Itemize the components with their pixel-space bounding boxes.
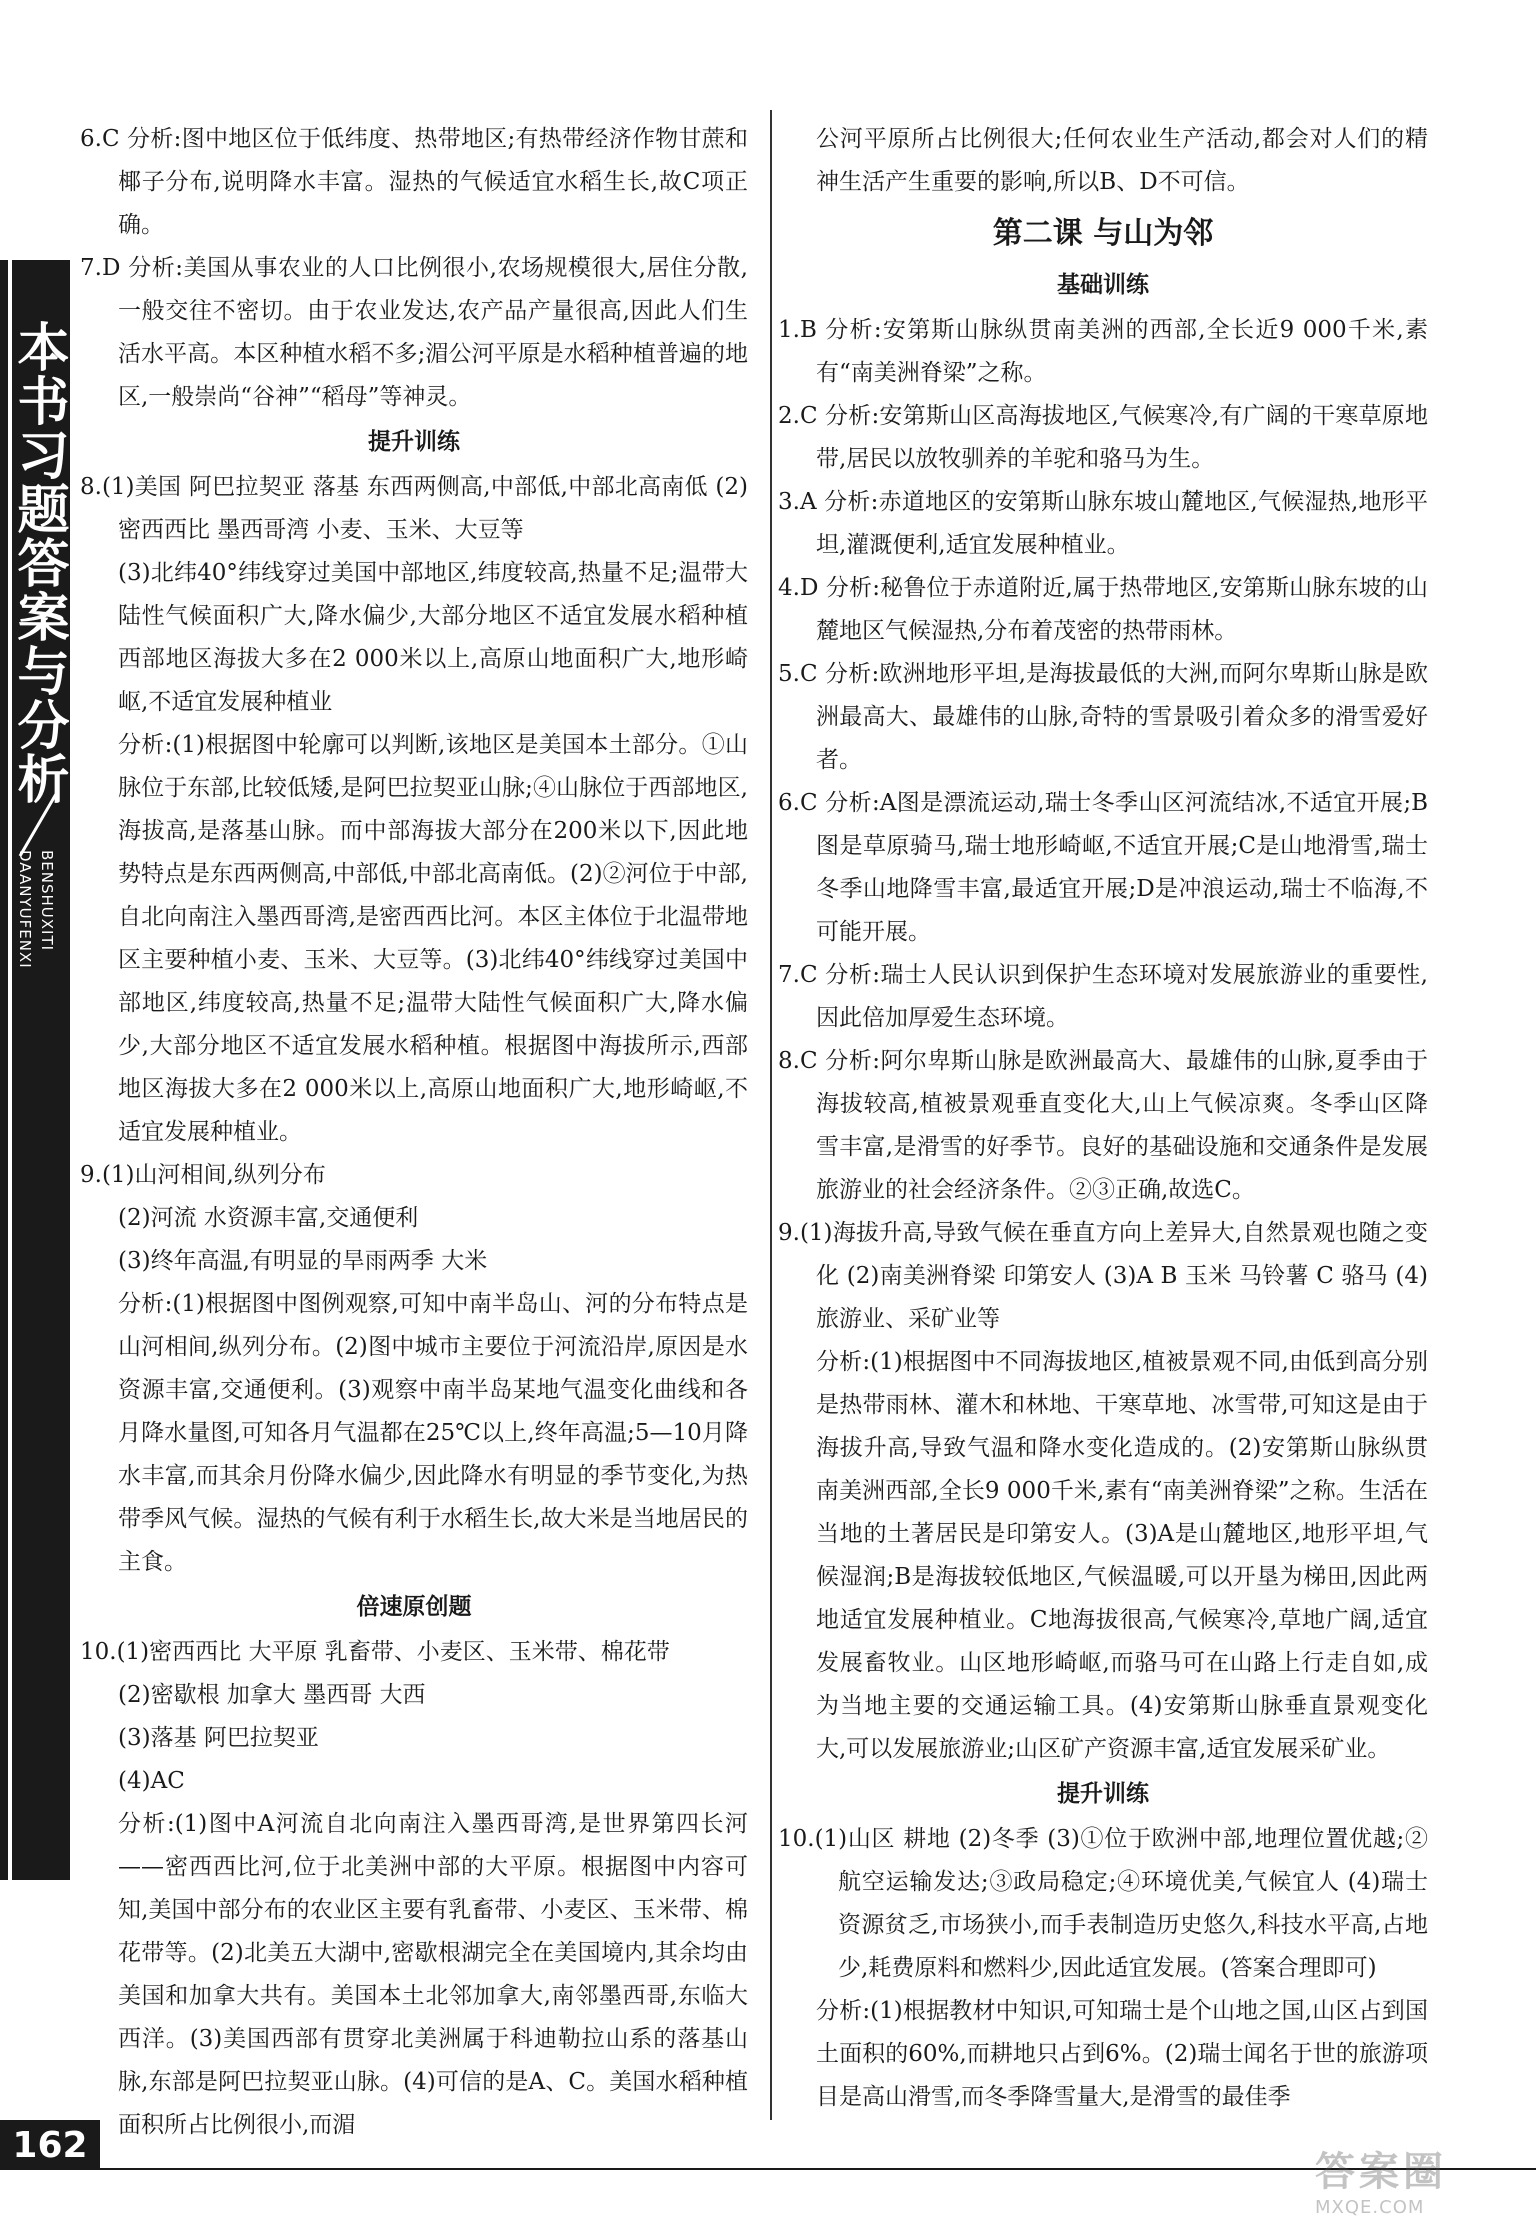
section-heading: 倍速原创题 [356, 1594, 472, 1620]
watermark-url: MXQE.COM [1315, 2197, 1425, 2218]
right-paragraph: 8.C 分析:阿尔卑斯山脉是欧洲最高大、最雄伟的山脉,夏季由于海拔较高,植被景观垂直变化大,山上气候凉爽。冬季山区降雪丰富,是滑雪的好季节。良好的基础设施和交通条件是发展旅游业的社会经济条件。②③正确,故选C。 [778, 1048, 1428, 1203]
page-number: 162 [0, 2120, 100, 2170]
left-paragraph: (3)落基 阿巴拉契亚 [118, 1725, 319, 1751]
left-paragraph: 8.(1)美国 阿巴拉契亚 落基 东西两侧高,中部低,中部北高南低 (2)密西西比 墨西哥湾 小麦、玉米、大豆等 [80, 474, 748, 543]
right-paragraph: 分析:(1)根据教材中知识,可知瑞士是个山地之国,山区占到国土面积的60%,而耕地只占到6%。(2)瑞士闻名于世的旅游项目是高山滑雪,而冬季降雪量大,是滑雪的最佳季 [816, 1998, 1428, 2110]
sidebar [0, 0, 70, 2240]
left-paragraph: (3)终年高温,有明显的旱雨两季 大米 [118, 1248, 488, 1274]
right-paragraph: 7.C 分析:瑞士人民认识到保护生态环境对发展旅游业的重要性,因此倍加厚爱生态环境。 [778, 962, 1428, 1031]
left-paragraph: (4)AC [118, 1768, 185, 1794]
right-paragraph: 3.A 分析:赤道地区的安第斯山脉东坡山麓地区,气候湿热,地形平坦,灌溉便利,适宜发展种植业。 [778, 489, 1428, 558]
right-paragraph: 分析:(1)根据图中不同海拔地区,植被景观不同,由低到高分别是热带雨林、灌木和林地、干寒草地、冰雪带,可知这是由于海拔升高,导致气温和降水变化造成的。(2)安第斯山脉纵贯南美洲西部,全长9 000千米,素有“南美洲脊梁”之称。生活在当地的土著居民是印第安人。(3)A是山麓地区,地形平坦,气候湿润;B是海拔较低地区,气候温暖,可以开垦为梯田,因此两地适宜发展种植业。C地海拔很高,气候寒冷,草地广阔,适宜发展畜牧业。山区地形崎岖,而骆马可在山路上行走自如,成为当地主要的交通运输工具。(4)安第斯山脉垂直景观变化大,可以发展旅游业;山区矿产资源丰富,适宜发展采矿业。 [816, 1349, 1428, 1762]
left-paragraph: 6.C 分析:图中地区位于低纬度、热带地区;有热带经济作物甘蔗和椰子分布,说明降水丰富。湿热的气候适宜水稻生长,故C项正确。 [80, 126, 748, 238]
sidebar-pinyin [14, 850, 58, 969]
right-paragraph: 2.C 分析:安第斯山区高海拔地区,气候寒冷,有广阔的干寒草原地带,居民以放牧驯养的羊驼和骆马为生。 [778, 403, 1428, 472]
right-column [778, 118, 1428, 2119]
left-paragraph: (2)河流 水资源丰富,交通便利 [118, 1205, 419, 1231]
sidebar-pinyin-2: DAANYUFENXI [16, 850, 34, 969]
left-paragraph: 分析:(1)图中A河流自北向南注入墨西哥湾,是世界第四长河——密西西比河,位于北美洲中部的大平原。根据图中内容可知,美国中部分布的农业区主要有乳畜带、小麦区、玉米带、棉花带等。(2)北美五大湖中,密歇根湖完全在美国境内,其余均由美国和加拿大共有。美国本土北邻加拿大,南邻墨西哥,东临大西洋。(3)美国西部有贯穿北美洲属于科迪勒拉山系的落基山脉,东部是阿巴拉契亚山脉。(4)可信的是A、C。美国水稻种植面积所占比例很小,而湄 [118, 1811, 748, 2138]
sidebar-pinyin-1: BENSHUXITI [38, 850, 56, 952]
left-column [80, 118, 748, 2147]
right-paragraph: 6.C 分析:A图是漂流运动,瑞士冬季山区河流结冰,不适宜开展;B图是草原骑马,瑞士地形崎岖,不适宜开展;C是山地滑雪,瑞士冬季山地降雪丰富,最适宜开展;D是冲浪运动,瑞士不临海,不可能开展。 [778, 790, 1428, 945]
left-paragraph: (3)北纬40°纬线穿过美国中部地区,纬度较高,热量不足;温带大陆性气候面积广大,降水偏少,大部分地区不适宜发展水稻种植 西部地区海拔大多在2 000米以上,高原山地面积广大,地形崎岖,不适宜发展种植业 [118, 560, 748, 715]
left-paragraph: 7.D 分析:美国从事农业的人口比例很小,农场规模很大,居住分散,一般交往不密切。由于农业发达,农产品产量很高,因此人们生活水平高。本区种植水稻不多;湄公河平原是水稻种植普遍的地区,一般崇尚“谷神”“稻母”等神灵。 [80, 255, 748, 410]
right-paragraph: 公河平原所占比例很大;任何农业生产活动,都会对人们的精神生活产生重要的影响,所以B、D不可信。 [816, 126, 1428, 195]
watermark-text: 答案圈 [1315, 2149, 1447, 2195]
right-paragraph: 1.B 分析:安第斯山脉纵贯南美洲的西部,全长近9 000千米,素有“南美洲脊梁”之称。 [778, 317, 1428, 386]
section-heading: 提升训练 [368, 429, 460, 455]
watermark [1315, 2140, 1525, 2230]
right-paragraph: 9.(1)海拔升高,导致气候在垂直方向上差异大,自然景观也随之变化 (2)南美洲脊梁 印第安人 (3)A B 玉米 马铃薯 C 骆马 (4)旅游业、采矿业等 [778, 1220, 1428, 1332]
left-paragraph: 分析:(1)根据图中图例观察,可知中南半岛山、河的分布特点是山河相间,纵列分布。(2)图中城市主要位于河流沿岸,原因是水资源丰富,交通便利。(3)观察中南半岛某地气温变化曲线和各月降水量图,可知各月气温都在25℃以上,终年高温;5—10月降水丰富,而其余月份降水偏少,因此降水有明显的季节变化,为热带季风气候。湿热的气候有利于水稻生长,故大米是当地居民的主食。 [118, 1291, 748, 1575]
left-paragraph: 10.(1)密西西比 大平原 乳畜带、小麦区、玉米带、棉花带 [80, 1639, 670, 1665]
left-paragraph: 分析:(1)根据图中轮廓可以判断,该地区是美国本土部分。①山脉位于东部,比较低矮,是阿巴拉契亚山脉;④山脉位于西部地区,海拔高,是落基山脉。而中部海拔大部分在200米以下,因此地势特点是东西两侧高,中部低,中部北高南低。(2)②河位于中部,自北向南注入墨西哥湾,是密西西比河。本区主体位于北温带地区主要种植小麦、玉米、大豆等。(3)北纬40°纬线穿过美国中部地区,纬度较高,热量不足;温带大陆性气候面积广大,降水偏少,大部分地区不适宜发展水稻种植。根据图中海拔所示,西部地区海拔大多在2 000米以上,高原山地面积广大,地形崎岖,不适宜发展种植业。 [118, 732, 748, 1145]
left-paragraph: (2)密歇根 加拿大 墨西哥 大西 [118, 1682, 426, 1708]
left-paragraph: 9.(1)山河相间,纵列分布 [80, 1162, 326, 1188]
right-paragraph: 10.(1)山区 耕地 (2)冬季 (3)①位于欧洲中部,地理位置优越;②航空运输发达;③政局稳定;④环境优美,气候宜人 (4)瑞士资源贫乏,市场狭小,而手表制造历史悠久,科技水平高,占地少,耗费原料和燃料少,因此适宜发展。(答案合理即可) [778, 1826, 1428, 1981]
column-divider [770, 110, 772, 2120]
section-heading: 基础训练 [1057, 272, 1149, 298]
lesson-title: 第二课 与山为邻 [992, 216, 1214, 251]
section-heading: 提升训练 [1057, 1781, 1149, 1807]
right-paragraph: 5.C 分析:欧洲地形平坦,是海拔最低的大洲,而阿尔卑斯山脉是欧洲最高大、最雄伟的山脉,奇特的雪景吸引着众多的滑雪爱好者。 [778, 661, 1428, 773]
right-paragraph: 4.D 分析:秘鲁位于赤道附近,属于热带地区,安第斯山脉东坡的山麓地区气候湿热,分布着茂密的热带雨林。 [778, 575, 1428, 644]
sidebar-title: 本书习题答案与分析 [8, 320, 68, 806]
